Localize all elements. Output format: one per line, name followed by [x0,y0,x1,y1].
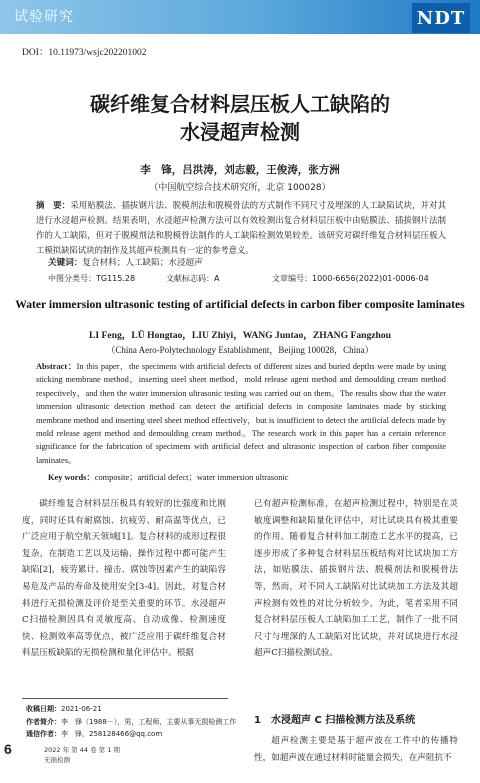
right-column-paragraph: 已有超声检测标准，在超声检测过程中，特别是在灵敏度调整和缺陷量化评估中，对比试块具有极其重要的作用。随着复合材料加工制造工艺水平的提高，已逐步形成了多种复合材料层压板结构对比试块加工方法，如贴膜法、插拔钢片法、脱模剂法和脱模骨法等，然而，对不同人工缺陷对比试块加工方法及其超声检测有效性的对比分析较少。为此，笔者采用不同复合材料层压板人工缺陷加工工艺，制作了一批不同尺寸与埋深的人工缺陷对比试块，并对试块进行水浸超声C扫描检测试验。 [254,499,458,659]
page-number: 6 [4,741,12,757]
keywords-en-label: Key words： [48,473,95,482]
footnote-received [26,703,236,716]
ndt-logo [412,3,470,33]
body-right-column [254,496,458,662]
abstract-en-label: Abstract： [36,362,77,371]
affiliation-cn: （中国航空综合技术研究所，北京 100028） [149,183,331,193]
received-label: 收稿日期： [26,705,61,713]
title-cn-line2: 水浸超声检测 [180,120,300,144]
keywords-cn [48,256,203,268]
doc-code: 文献标志码：A [166,274,220,283]
title-en: Water immersion ultrasonic testing of artificial defects in carbon fiber composite laminates [15,298,465,311]
abstract-cn-label: 摘 要： [36,200,71,210]
abstract-en [36,360,446,467]
section-1-heading: 1 水浸超声 C 扫描检测方法及系统 [254,715,416,726]
journal-header [0,0,480,38]
footnote-contact [26,728,236,741]
section-label: 试验研究 [14,9,74,25]
keywords-cn-label: 关键词： [48,258,83,268]
contact-email[interactable]: 李 锋，258128466@qq.com [61,730,163,738]
contact-label: 通信作者： [26,730,61,738]
keywords-cn-text: 复合材料；人工缺陷；水浸超声 [82,258,203,268]
section-1-text: 超声检测主要是基于超声波在工件中的传播特性，如超声波在通过材料时能量会损失，在声阻抗不 [254,736,458,763]
article-number: 文章编号：1000-6656(2022)01-0006-04 [272,274,429,283]
clc-number: 中图分类号：TG115.28 [48,274,136,283]
title-cn-line1: 碳纤维复合材料层压板人工缺陷的 [90,92,390,116]
author-bio: 李 锋（1988－），男，工程师，主要从事无损检测工作 [61,717,237,726]
logo-text: NDT [416,7,466,29]
keywords-en-text: composite；artificial defect；water immersion ultrasonic [94,473,289,482]
abstract-en-text: In this paper，the specimens with artificial defects of different sizes and buried depths were made by using sticking membrane method，inserting steel sheet method，mold release agent method and demoulding cream method respectively，and then the water immersion ultrasonic testing was carried out on them。The results show that the water immersion ultrasonic detection method can detect the artificial defects in composite laminates made by sticking membrane method and inserting steel sheet method effectively，but is insufficient to detect the artificial defects made by mold release agent method and demoulding cream method。The research work in this paper has a certain reference significance for the fabrication of specimens with artificial defect and ultrasonic inspection of carbon fiber composite laminates。 [36,362,446,465]
footnote-divider [22,698,228,699]
page-meta [44,745,120,765]
authors-en: LI Feng，LÜ Hongtao，LIU Zhiyi，WANG Juntao，ZHANG Fangzhou [89,330,391,341]
received-date: 2021-06-21 [61,705,102,713]
abstract-cn-text: 采用贴膜法、插拔钢片法、脱模剂法和脱模骨法的方式制作不同尺寸及埋深的人工缺陷试块，并对其进行水浸超声检测。结果表明，水浸超声检测方法可以有效检测出复合材料层压板中由贴膜法、插拔钢片法制作的人工缺陷，但对于脱模剂法和脱模骨法制作的人工缺陷检测效果较差。该研究对碳纤维复合材料层压板人工模拟缺陷试块的制作及其超声检测具有一定的参考意义。 [36,200,447,255]
journal-name: 无损检测 [44,756,70,764]
abstract-cn [36,198,446,258]
affiliation-en: （China Aero-Polytechnology Establishment，Beijing 100028，China） [106,345,374,355]
author-label: 作者简介： [26,717,61,726]
issue-info: 2022 年 第 44 卷 第 1 期 [44,746,120,754]
authors-cn: 李 锋，吕洪涛，刘志毅，王俊涛，张方洲 [140,164,340,176]
keywords-en [48,471,289,483]
body-left-column: 碳纤维复合材料层压板具有较好的比强度和比刚度，同时还具有耐腐蚀、抗疲劳、耐高温等优点，已广泛应用于航空航天领域[1]。复合材料的成形过程很复杂，在制造工艺以及运输、操作过程中都可能产生缺陷[2]，疲劳累计、撞击、腐蚀等因素产生的缺陷容易危及产品的寿命及使用安全[3-4]。因此，对复合材料进行无损检测及评价是至关重要的环节。水浸超声C扫描检测因具有灵敏度高、自动成像、检测速度快、检测效率高等优点，被广泛应用于碳纤维复合材料层压板缺陷的无损检测和量化评估中。根据 [22,499,226,659]
doi[interactable]: DOI：10.11973/wsjc202201002 [22,48,147,58]
footnote-author [26,716,236,729]
footnotes [26,703,236,741]
